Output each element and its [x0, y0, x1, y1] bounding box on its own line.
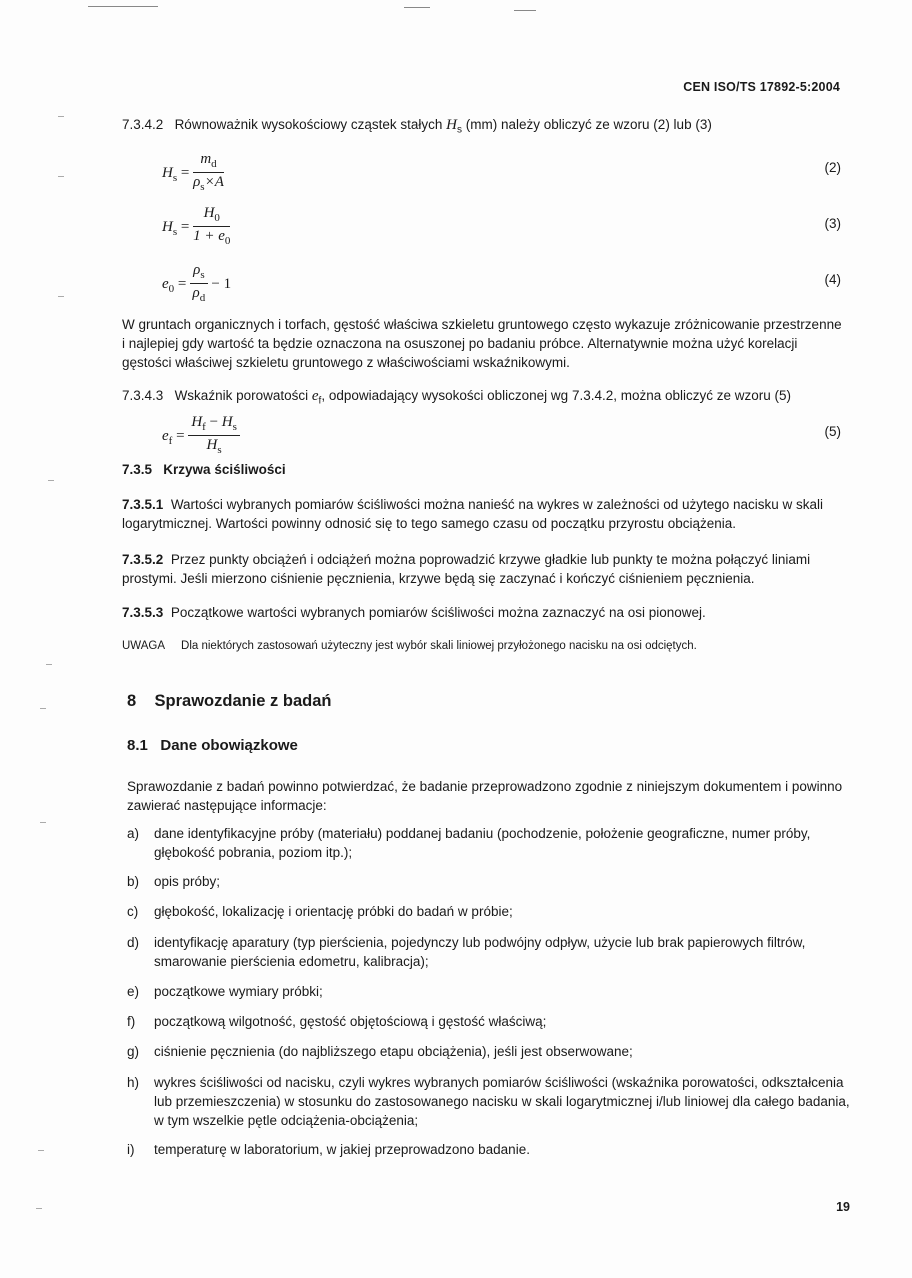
list-text: temperaturę w laboratorium, w jakiej przeprowadzono badanie.: [154, 1142, 530, 1157]
den-sub: s: [200, 181, 205, 193]
eq-sign: =: [177, 275, 187, 292]
fraction: [193, 151, 224, 196]
den-sub: d: [199, 292, 206, 304]
clause-7342: [122, 115, 852, 140]
num-sub: d: [211, 158, 217, 170]
section-8-1-heading: [127, 737, 298, 754]
list-item: [127, 982, 852, 1001]
list-label: g): [127, 1044, 140, 1059]
den-sub: s: [217, 444, 222, 456]
list-text: wykres ściśliwości od nacisku, czyli wykres wybranych pomiarów ściśliwości (wskaźnika porowatości, odkształcenia lub przemieszczenia) w stosunku do zastosowanego nacisku w skali logarytmicznej i/lub liniowej dla całego badania, w tym wszelkie pętle odciążenia-obciążenia;: [154, 1075, 850, 1128]
den-var: ρ: [193, 174, 201, 190]
clause-title: Krzywa ściśliwości: [163, 462, 286, 477]
scan-line-top: [88, 6, 158, 7]
eq-sign: =: [180, 164, 190, 181]
margin-mark: [40, 708, 46, 709]
symbol: e: [311, 388, 319, 404]
equation-2: [162, 151, 224, 196]
document-id: CEN ISO/TS 17892-5:2004: [683, 80, 840, 94]
num-var: H: [203, 205, 215, 221]
den-sub: 0: [224, 235, 231, 247]
margin-mark: [58, 296, 64, 297]
list-text: początkowe wymiary próbki;: [154, 984, 323, 999]
margin-mark: [38, 1150, 44, 1151]
symbol-subscript: s: [457, 124, 463, 136]
clause-text: Początkowe wartości wybranych pomiarów ściśliwości można zaznaczyć na osi pionowej.: [170, 605, 706, 620]
scan-line-top: [514, 10, 536, 11]
eq-lhs: H: [162, 164, 173, 181]
list-text: identyfikację aparatury (typ pierścienia, pojedynczy lub podwójny odpływ, użycie lub brak papierowych filtrów, smarowanie pierścienia edometru, kalibracja);: [154, 935, 806, 969]
equation-number: (5): [824, 424, 841, 439]
num-op: −: [205, 414, 222, 430]
equation-number: (2): [824, 160, 841, 175]
eq-lhs: e: [162, 427, 169, 444]
clause-number: 7.3.5.3: [122, 605, 164, 620]
clause-number: 7.3.5.1: [122, 497, 164, 512]
eq-rest: − 1: [211, 275, 232, 292]
list-label: h): [127, 1075, 140, 1090]
num-sub: f: [202, 421, 206, 433]
clause-text: Wskaźnik porowatości: [174, 388, 312, 403]
clause-text: Równoważnik wysokościowy cząstek stałych: [174, 117, 447, 132]
list-item: [127, 1140, 852, 1159]
list-item: [127, 824, 852, 862]
denominator: [193, 173, 224, 196]
clause-number: 7.3.4.2: [122, 117, 164, 132]
margin-mark: [58, 176, 64, 177]
list-item: [127, 872, 852, 891]
page-number: 19: [836, 1200, 850, 1214]
equation-3: [162, 205, 230, 250]
num-sub: s: [200, 269, 205, 281]
margin-mark: [48, 480, 54, 481]
denominator: [188, 436, 240, 459]
equation-number: (4): [824, 272, 841, 287]
fraction: [190, 262, 207, 307]
den-var: H: [206, 437, 218, 453]
section-number: 8.1: [127, 737, 148, 754]
list-label: a): [127, 826, 140, 841]
den-var: 1 + e: [193, 228, 225, 244]
clause-7351: [122, 495, 846, 533]
equation-4: [162, 262, 231, 307]
eq-sign: =: [176, 427, 185, 444]
list-item: [127, 933, 852, 971]
list-label: b): [127, 874, 140, 889]
num-sub: s: [232, 421, 237, 433]
list-label: c): [127, 904, 139, 919]
list-text: głębokość, lokalizację i orientację próbki do badań w próbie;: [154, 904, 513, 919]
clause-7343: [122, 386, 852, 411]
list-text: początkową wilgotność, gęstość objętościową i gęstość właściwą;: [154, 1014, 547, 1029]
list-item: [127, 1073, 852, 1130]
margin-mark: [36, 1208, 42, 1209]
fraction: [188, 414, 240, 459]
list-item: [127, 1012, 852, 1031]
list-item: [127, 1042, 852, 1061]
list-label: f): [127, 1014, 136, 1029]
num-var: ρ: [193, 262, 201, 278]
clause-7352: [122, 550, 846, 588]
list-label: d): [127, 935, 140, 950]
eq-lhs-sub: s: [172, 225, 178, 238]
note-text: Dla niektórych zastosowań użyteczny jest wybór skali liniowej przyłożonego nacisku na osi odciętych.: [181, 640, 697, 652]
eq-lhs: H: [162, 218, 173, 235]
paragraph-organic-soils: W gruntach organicznych i torfach, gęstość właściwa szkieletu gruntowego często wykazuje zróżnicowanie przestrzenne i najlepiej gdy wartość ta będzie oznaczona na osuszonej po badaniu próbce. Alternatywnie można użyć korelacji gęstości właściwej szkieletu gruntowego z właściwościami wskaźnikowymi.: [122, 317, 842, 370]
margin-mark: [58, 116, 64, 117]
margin-mark: [46, 664, 52, 665]
list-text: dane identyfikacyjne próby (materiału) poddanej badaniu (pochodzenie, położenie geograficzne, numer próby, głębokość pobrania, poziom itp.);: [154, 826, 811, 860]
clause-number: 7.3.4.3: [122, 388, 164, 403]
symbol: H: [446, 117, 458, 133]
den-var: ρ: [192, 285, 200, 301]
section-8-heading: [127, 692, 331, 711]
eq-lhs-sub: f: [168, 434, 173, 447]
clause-text: , odpowiadający wysokości obliczonej wg 7.3.4.2, można obliczyć ze wzoru (5): [321, 388, 792, 403]
numerator: [190, 262, 207, 284]
eq-lhs-sub: s: [172, 171, 178, 184]
numerator: [193, 151, 224, 173]
list-label: i): [127, 1142, 135, 1157]
scan-line-top: [404, 7, 430, 8]
equation-number: (3): [824, 216, 841, 231]
symbol-subscript: f: [318, 395, 322, 407]
section-number: 8: [127, 692, 137, 710]
clause-text: Przez punkty obciążeń i odciążeń można poprowadzić krzywe gładkie lub punkty te można połączyć liniami prostymi. Jeśli mierzono ciśnienie pęcznienia, krzywe będą się zaczynać i kończyć ciśnieniem pęcznienia.: [122, 552, 811, 586]
margin-mark: [40, 822, 46, 823]
numerator: [193, 205, 230, 227]
list-label: e): [127, 984, 140, 999]
eq-lhs: e: [162, 275, 169, 292]
clause-number: 7.3.5.2: [122, 552, 164, 567]
subclause-7-3-5-heading: [122, 460, 286, 479]
equation-5: [162, 414, 240, 459]
list-text: opis próby;: [154, 874, 221, 889]
numerator: [188, 414, 240, 436]
den-rest: ×A: [204, 174, 224, 190]
num-sub: 0: [214, 212, 220, 224]
denominator: [193, 227, 230, 250]
num-var: H: [191, 414, 203, 430]
clause-text: (mm) należy obliczyć ze wzoru (2) lub (3): [462, 117, 712, 132]
note: [122, 640, 852, 652]
list-text: ciśnienie pęcznienia (do najbliższego etapu obciążenia), jeśli jest obserwowane;: [154, 1044, 633, 1059]
clause-number: 7.3.5: [122, 462, 153, 477]
list-item: [127, 902, 852, 921]
paragraph-report-intro: Sprawozdanie z badań powinno potwierdzać, że badanie przeprowadzono zgodnie z niniejszym dokumentem i powinno zawierać następujące informacje:: [127, 779, 843, 813]
note-label: UWAGA: [122, 640, 166, 652]
section-title: Sprawozdanie z badań: [154, 692, 332, 710]
eq-lhs-sub: 0: [168, 282, 175, 295]
num-var: m: [200, 151, 212, 167]
clause-text: Wartości wybranych pomiarów ściśliwości można nanieść na wykres w zależności od użytego nacisku w skali logarytmicznej. Wartości powinny odnosić się to tego samego czasu od początku przyrostu obciążenia.: [122, 497, 824, 531]
denominator: [190, 284, 207, 307]
fraction: [193, 205, 230, 250]
eq-sign: =: [180, 218, 190, 235]
clause-7353: [122, 603, 846, 622]
num-var: H: [221, 414, 233, 430]
section-title: Dane obowiązkowe: [160, 737, 298, 754]
